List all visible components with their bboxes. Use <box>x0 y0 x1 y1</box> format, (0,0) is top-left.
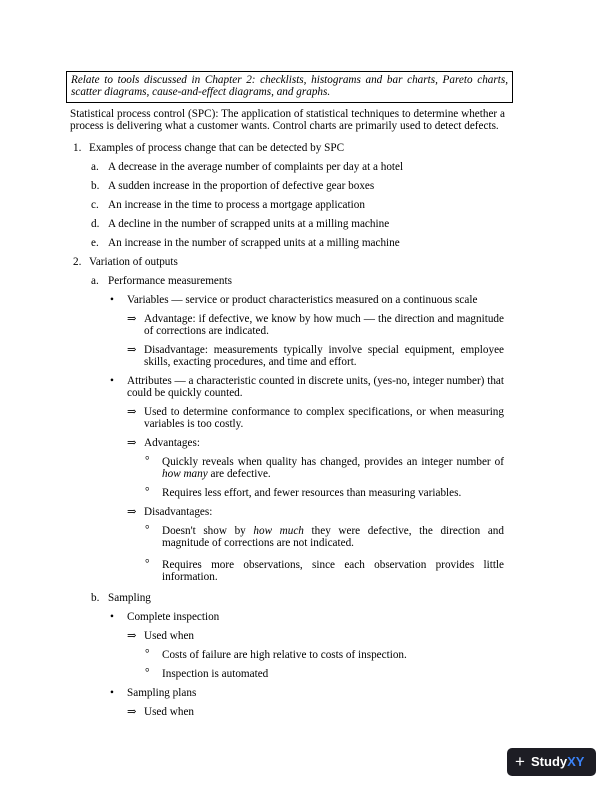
variables-advantage: Advantage: if defective, we know by how much — the direction and magnitude of corrections are indicated. <box>144 313 504 338</box>
list-item: A decrease in the average number of complaints per day at a hotel <box>108 161 404 173</box>
variables-disadvantage: Disadvantage: measurements typically involve special equipment, employee skills, exacting procedures, and time and effort. <box>144 344 504 369</box>
list-marker: b. <box>91 180 100 192</box>
spc-definition: Statistical process control (SPC): The application of statistical techniques to determine whether a process is delivering what a customer wants. Control charts are primarily used to detect defects. <box>70 108 505 133</box>
list-marker: d. <box>91 218 100 230</box>
variables-item: Variables — service or product characteristics measured on a continuous scale <box>127 294 478 306</box>
sampling-plans-item: Sampling plans <box>127 687 197 699</box>
used-when-label: Used when <box>144 630 195 642</box>
disadvantage-item-1: Doesn't show by how much they were defective, the direction and magnitude of corrections are not indicated. <box>162 525 504 550</box>
section-2-number: 2. <box>73 256 82 268</box>
list-marker: e. <box>91 237 99 249</box>
subsection-a-title: Performance measurements <box>108 275 232 287</box>
list-item: A decline in the number of scrapped units at a milling machine <box>108 218 390 230</box>
list-item: An increase in the time to process a mortgage application <box>108 199 365 211</box>
used-when-label: Used when <box>144 706 195 718</box>
circle-bullet-icon: ° <box>145 667 150 679</box>
bullet-icon: • <box>110 294 114 306</box>
plus-icon: + <box>515 752 525 771</box>
circle-bullet-icon: ° <box>145 558 150 570</box>
arrow-icon: ⇒ <box>127 344 137 356</box>
disadvantages-label: Disadvantages: <box>144 506 213 518</box>
section-2-title: Variation of outputs <box>89 256 178 268</box>
advantage-item-1: Quickly reveals when quality has changed, provides an integer number of how many are defective. <box>162 456 504 481</box>
complete-inspection-item: Complete inspection <box>127 611 220 623</box>
intro-note-box: Relate to tools discussed in Chapter 2: checklists, histograms and bar charts, Pareto charts, scatter diagrams, cause-and-effect diagrams, and graphs. <box>66 71 513 103</box>
section-1-title: Examples of process change that can be detected by SPC <box>89 142 345 154</box>
bullet-icon: • <box>110 687 114 699</box>
arrow-icon: ⇒ <box>127 630 137 642</box>
bullet-icon: • <box>110 611 114 623</box>
advantages-label: Advantages: <box>144 437 200 449</box>
brand-label: StudyXY <box>531 754 585 769</box>
list-marker: c. <box>91 199 99 211</box>
circle-bullet-icon: ° <box>145 648 150 660</box>
list-item: A sudden increase in the proportion of defective gear boxes <box>108 180 375 192</box>
list-marker: a. <box>91 275 99 287</box>
arrow-icon: ⇒ <box>127 437 137 449</box>
circle-bullet-icon: ° <box>145 524 150 536</box>
attributes-item: Attributes — a characteristic counted in discrete units, (yes-no, integer number) that could be quickly counted. <box>127 375 504 400</box>
list-marker: b. <box>91 592 100 604</box>
section-1-number: 1. <box>73 142 82 154</box>
advantage-item-2: Requires less effort, and fewer resources than measuring variables. <box>162 487 462 499</box>
circle-bullet-icon: ° <box>145 455 150 467</box>
inspection-condition-2: Inspection is automated <box>162 668 269 680</box>
subsection-b-title: Sampling <box>108 592 151 604</box>
arrow-icon: ⇒ <box>127 313 137 325</box>
attributes-usage: Used to determine conformance to complex specifications, or when measuring variables is too costly. <box>144 406 504 431</box>
list-marker: a. <box>91 161 99 173</box>
list-item: An increase in the number of scrapped units at a milling machine <box>108 237 400 249</box>
circle-bullet-icon: ° <box>145 486 150 498</box>
studyxy-badge[interactable] <box>507 748 596 776</box>
arrow-icon: ⇒ <box>127 506 137 518</box>
arrow-icon: ⇒ <box>127 706 137 718</box>
inspection-condition-1: Costs of failure are high relative to costs of inspection. <box>162 649 407 661</box>
arrow-icon: ⇒ <box>127 406 137 418</box>
disadvantage-item-2: Requires more observations, since each observation provides little information. <box>162 559 504 584</box>
bullet-icon: • <box>110 375 114 387</box>
